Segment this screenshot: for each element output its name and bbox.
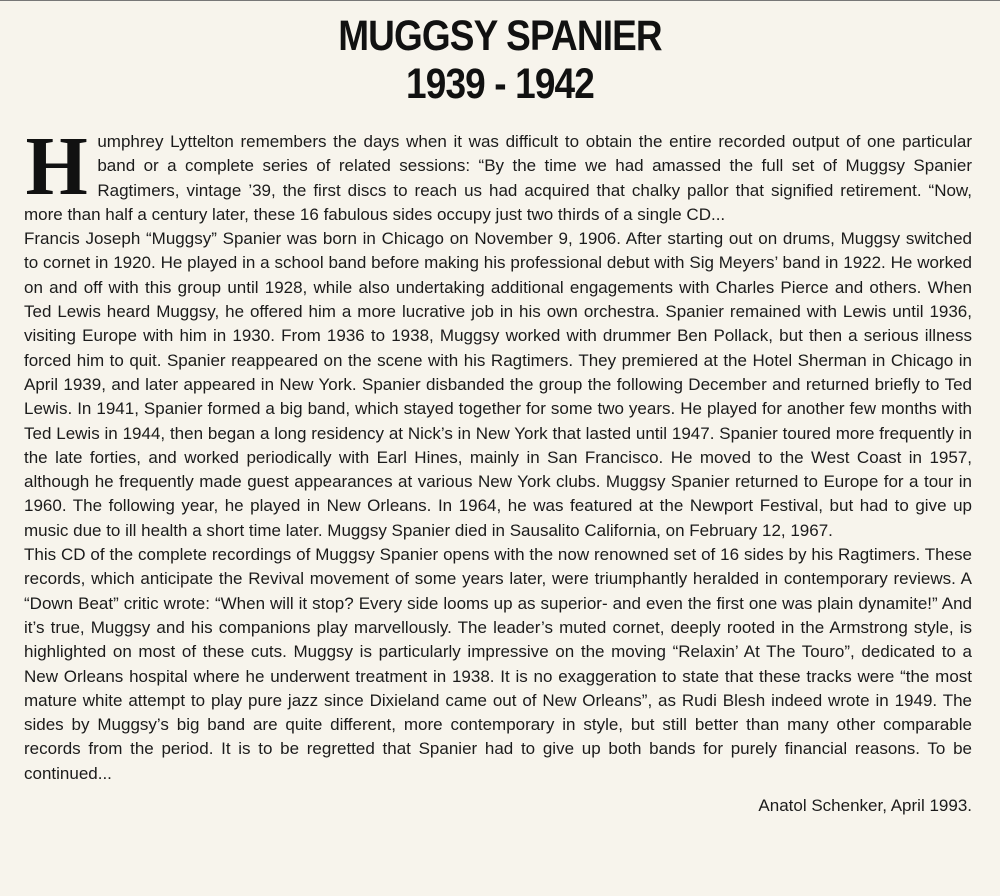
article-body: [24, 120, 972, 818]
page-subtitle-years: 1939 - 1942: [406, 60, 594, 108]
paragraph-recordings: This CD of the complete recordings of Muggsy Spanier opens with the now renowned set of 16 sides by his Ragtimers. These records, which anticipate the Revival movement of some years later, were triumphantly heralded in contemporary reviews. A “Down Beat” critic wrote: “When will it stop? Every side looms up as superior- and even the first one was plain dynamite!” And it’s true, Muggsy and his companions play marvellously. The leader’s muted cornet, deeply rooted in the Armstrong style, is highlighted on most of these cuts. Muggsy is particularly impressive on the moving “Relaxin’ At The Touro”, dedicated to a New Orleans hospital where he underwent treatment in 1938. It is no exaggeration to state that these tracks were “the most mature white attempt to play pure jazz since Dixieland came out of New Orleans”, as Rudi Blesh indeed wrote in 1949. The sides by Muggsy’s big band are quite different, more contemporary in style, but still better than many other comparable records from the period. It is to be regretted that Spanier had to give up both bands for purely financial reasons. To be continued...: [24, 545, 972, 783]
title-block: [0, 12, 1000, 108]
drop-cap: H: [25, 120, 88, 213]
top-rule: [0, 0, 1000, 1]
paragraph-intro-text: umphrey Lyttelton remembers the days when it was difficult to obtain the entire recorded output of one particular band or a complete series of related sessions: “By the time we had amassed the full set of Muggsy Spanier Ragtimers, vintage ’39, the first discs to reach us had acquired that chalky pallor that signified retirement. “Now, more than half a century later, these 16 fabulous sides occupy just two thirds of a single CD...: [24, 132, 972, 224]
paragraph-intro: [24, 120, 972, 227]
page-title: MUGGSY SPANIER: [338, 12, 662, 60]
paragraph-biography: Francis Joseph “Muggsy” Spanier was born in Chicago on November 9, 1906. After starting out on drums, Muggsy switched to cornet in 1920. He played in a school band before making his professional debut with Sig Meyers’ band in 1922. He worked on and off with this group until 1928, while also undertaking additional engagements with Charles Pierce and others. When Ted Lewis heard Muggsy, he offered him a more lucrative job in his own orchestra. Spanier remained with Lewis until 1936, visiting Europe with him in 1930. From 1936 to 1938, Muggsy worked with drummer Ben Pollack, but then a serious illness forced him to quit. Spanier reappeared on the scene with his Ragtimers. They premiered at the Hotel Sherman in Chicago in April 1939, and later appeared in New York. Spanier disbanded the group the following December and returned briefly to Ted Lewis. In 1941, Spanier formed a big band, which stayed together for some two years. He played for another few months with Ted Lewis in 1944, then began a long residency at Nick’s in New York that lasted until 1947. Spanier toured more frequently in the late forties, and worked periodically with Earl Hines, mainly in San Francisco. He moved to the West Coast in 1957, although he frequently made guest appearances at various New York clubs. Muggsy Spanier returned to Europe for a tour in 1960. The following year, he played in New Orleans. In 1964, he was featured at the Newport Festival, but had to give up music due to ill health a short time later. Muggsy Spanier died in Sausalito California, on February 12, 1967.: [24, 229, 972, 540]
author-signature: Anatol Schenker, April 1993.: [758, 796, 972, 816]
